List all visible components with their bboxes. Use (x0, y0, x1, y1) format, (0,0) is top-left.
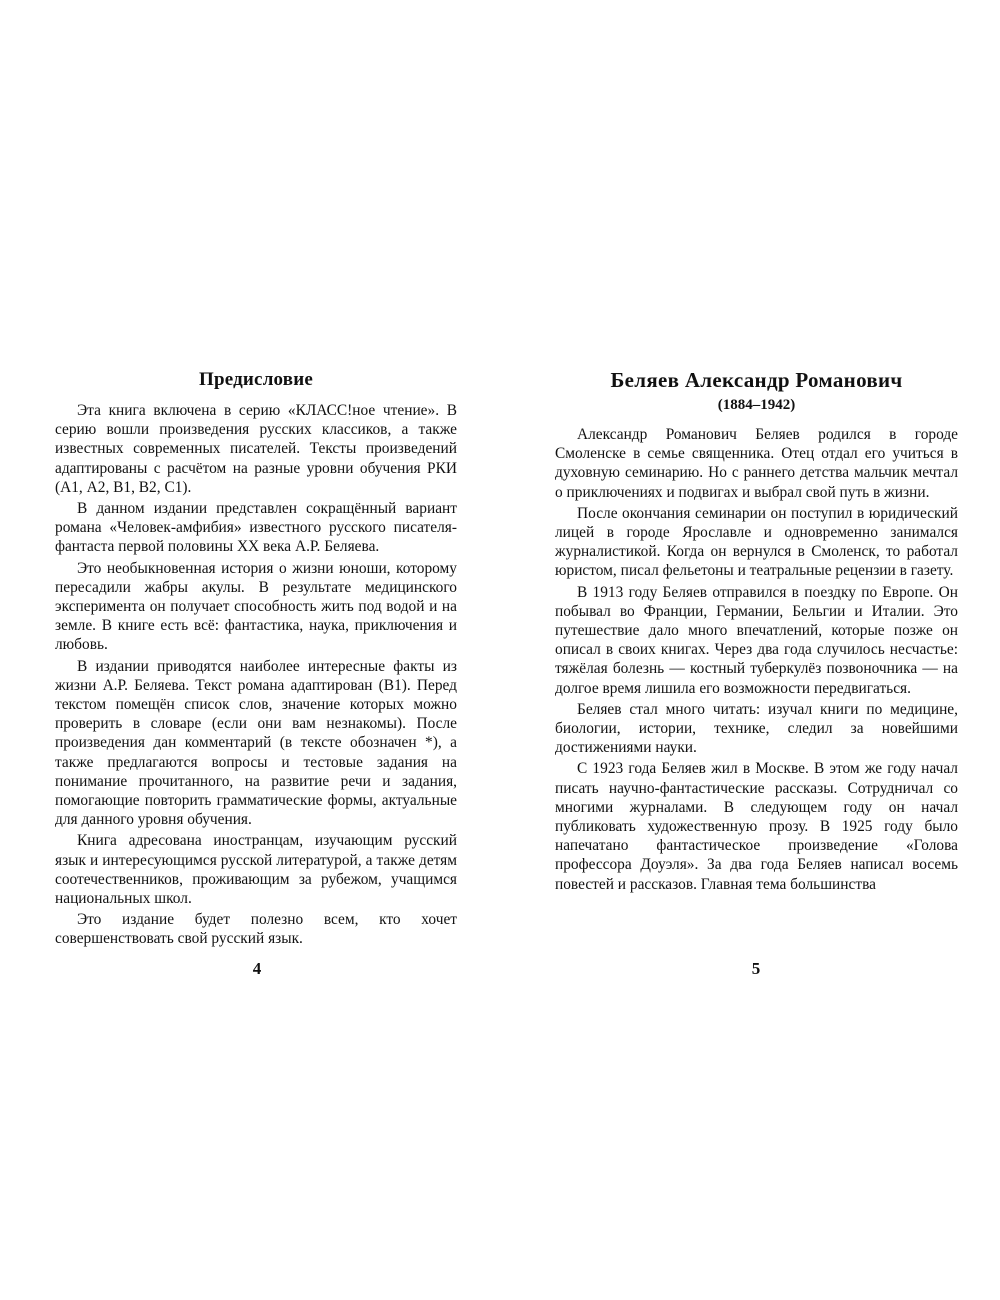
paragraph: В 1913 году Беляев отправился в поездку по Европе. Он побывал во Франции, Германии, Бельгии и Италии. Это путешествие дало много впечатлений, которые позже он описал в своих книгах. Через два года случилось несчастье: тяжёлая болезнь — костный туберкулёз позвоночника — на долгое время лишила его возможности передвигаться. (555, 583, 958, 697)
paragraph: Это необыкновенная история о жизни юноши, которому пересадили жабры акулы. В результате медицинского эксперимента он получает способность жить под водой и на земле. В книге есть всё: фантастика, наука, приключения и любовь. (55, 559, 457, 654)
paragraph: Книга адресована иностранцам, изучающим русский язык и интересующимся русской литературой, а также детям соотечественников, проживающим за рубежом, учащимся национальных школ. (55, 832, 457, 908)
paragraph: В данном издании представлен сокращённый вариант романа «Человек-амфибия» известного русского писателя-фантаста первой половины XX века А.Р. Беляева. (55, 500, 457, 556)
page-number-left: 4 (252, 959, 262, 978)
page-title: Беляев Александр Романович (610, 368, 903, 392)
page-title: Предисловие (198, 369, 314, 390)
page-number-right: 5 (751, 959, 761, 978)
paragraph: В издании приводятся наиболее интересные факты из жизни А.Р. Беляева. Текст романа адаптирован (В1). Перед текстом помещён список слов, значение которых можно проверить в словаре (если они вам незнакомы). После произведения дан комментарий (в тексте обозначен *), а также предлагаются вопросы и тестовые задания на понимание прочитанного, на развитие речи и задания, помогающие повторить грамматические формы, актуальные для данного уровня обучения. (55, 657, 457, 829)
life-years: (1884–1942) (717, 397, 796, 413)
paragraph: После окончания семинарии он поступил в юридический лицей в городе Ярославле и одновременно занимался журналистикой. Когда он вернулся в Смоленск, то работал юристом, писал фельетоны и театральные рецензии в газету. (555, 504, 958, 580)
paragraph: С 1923 года Беляев жил в Москве. В этом же году начал писать научно-фантастические рассказы. Сотрудничал со многими журналами. В следующем году он начал публиковать художественную прозу. В 1925 году было напечатано фантастическое произведение «Голова профессора Доуэля». За два года Беляев написал восемь повестей и рассказов. Главная тема большинства (555, 760, 958, 893)
paragraph: Эта книга включена в серию «КЛАСС!ное чтение». В серию вошли произведения русских классиков, а также известных современных писателей. Тексты произведений адаптированы с расчётом на разные уровни обучения РКИ (А1, А2, В1, В2, С1). (55, 402, 457, 496)
paragraph: Беляев стал много читать: изучал книги по медицине, биологии, истории, технике, следил за новейшими достижениями науки. (555, 700, 958, 757)
left-page (55, 368, 457, 951)
right-page (555, 368, 958, 896)
paragraph: Александр Романович Беляев родился в городе Смоленске в семье священника. Отец отдал его учиться в духовную семинарию. Но с раннего детства мальчик мечтал о приключениях и подвигах и выбрал свой путь в жизни. (555, 426, 958, 501)
paragraph: Это издание будет полезно всем, кто хочет совершенствовать свой русский язык. (55, 911, 457, 948)
